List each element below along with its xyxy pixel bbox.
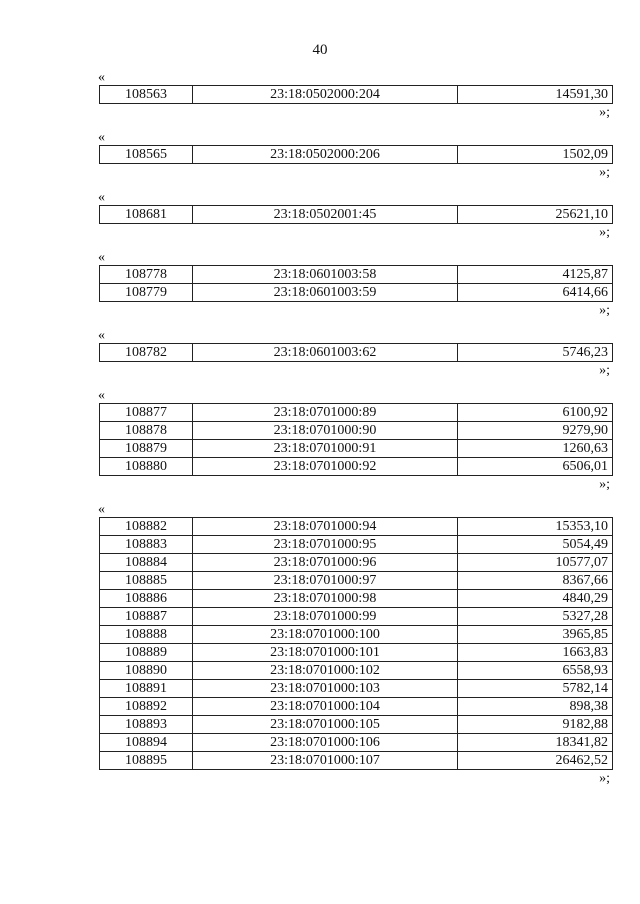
- table-block: [0, 328, 640, 378]
- table-row: [100, 608, 613, 626]
- row-number: 108892: [100, 698, 193, 716]
- cadastral-number: 23:18:0601003:58: [193, 266, 458, 284]
- parcel-table: [99, 145, 613, 164]
- area-value: 1260,63: [458, 440, 613, 458]
- area-value: 26462,52: [458, 752, 613, 770]
- row-number: 108891: [100, 680, 193, 698]
- table-row: [100, 590, 613, 608]
- table-row: [100, 716, 613, 734]
- open-quote: «: [98, 250, 105, 265]
- area-value: 9182,88: [458, 716, 613, 734]
- area-value: 3965,85: [458, 626, 613, 644]
- row-number: 108879: [100, 440, 193, 458]
- table-row: [100, 626, 613, 644]
- cadastral-number: 23:18:0701000:101: [193, 644, 458, 662]
- parcel-table: [99, 403, 613, 476]
- area-value: 1663,83: [458, 644, 613, 662]
- cadastral-number: 23:18:0701000:96: [193, 554, 458, 572]
- area-value: 10577,07: [458, 554, 613, 572]
- area-value: 18341,82: [458, 734, 613, 752]
- cadastral-number: 23:18:0701000:90: [193, 422, 458, 440]
- parcel-table: [99, 517, 613, 770]
- area-value: 4840,29: [458, 590, 613, 608]
- cadastral-number: 23:18:0701000:98: [193, 590, 458, 608]
- table-row: [100, 554, 613, 572]
- close-quote: »;: [599, 165, 610, 180]
- table-row: [100, 698, 613, 716]
- close-quote: »;: [599, 363, 610, 378]
- open-quote: «: [98, 130, 105, 145]
- row-number: 108890: [100, 662, 193, 680]
- table-block: [0, 250, 640, 318]
- area-value: 14591,30: [458, 86, 613, 104]
- row-number: 108893: [100, 716, 193, 734]
- row-number: 108778: [100, 266, 193, 284]
- cadastral-number: 23:18:0701000:106: [193, 734, 458, 752]
- area-value: 25621,10: [458, 206, 613, 224]
- area-value: 5054,49: [458, 536, 613, 554]
- row-number: 108882: [100, 518, 193, 536]
- parcel-table: [99, 265, 613, 302]
- table-row: [100, 662, 613, 680]
- cadastral-number: 23:18:0701000:92: [193, 458, 458, 476]
- open-quote: «: [98, 388, 105, 403]
- area-value: 8367,66: [458, 572, 613, 590]
- cadastral-number: 23:18:0601003:59: [193, 284, 458, 302]
- table-row: [100, 644, 613, 662]
- table-block: [0, 130, 640, 180]
- open-quote: «: [98, 502, 105, 517]
- row-number: 108888: [100, 626, 193, 644]
- parcel-table: [99, 85, 613, 104]
- table-row: [100, 422, 613, 440]
- cadastral-number: 23:18:0701000:103: [193, 680, 458, 698]
- cadastral-number: 23:18:0701000:100: [193, 626, 458, 644]
- area-value: 1502,09: [458, 146, 613, 164]
- row-number: 108782: [100, 344, 193, 362]
- row-number: 108880: [100, 458, 193, 476]
- area-value: 15353,10: [458, 518, 613, 536]
- area-value: 898,38: [458, 698, 613, 716]
- area-value: 6558,93: [458, 662, 613, 680]
- table-row: [100, 86, 613, 104]
- cadastral-number: 23:18:0701000:95: [193, 536, 458, 554]
- parcel-table: [99, 343, 613, 362]
- area-value: 4125,87: [458, 266, 613, 284]
- area-value: 6414,66: [458, 284, 613, 302]
- cadastral-number: 23:18:0502000:206: [193, 146, 458, 164]
- table-row: [100, 404, 613, 422]
- open-quote: «: [98, 70, 105, 85]
- table-block: [0, 388, 640, 492]
- page-number: 40: [312, 42, 328, 58]
- row-number: 108894: [100, 734, 193, 752]
- table-row: [100, 284, 613, 302]
- row-number: 108681: [100, 206, 193, 224]
- table-row: [100, 440, 613, 458]
- close-quote: »;: [599, 105, 610, 120]
- row-number: 108889: [100, 644, 193, 662]
- row-number: 108885: [100, 572, 193, 590]
- document-body: [0, 70, 640, 796]
- close-quote: »;: [599, 477, 610, 492]
- table-row: [100, 680, 613, 698]
- area-value: 6506,01: [458, 458, 613, 476]
- row-number: 108878: [100, 422, 193, 440]
- row-number: 108779: [100, 284, 193, 302]
- cadastral-number: 23:18:0701000:89: [193, 404, 458, 422]
- row-number: 108886: [100, 590, 193, 608]
- cadastral-number: 23:18:0701000:91: [193, 440, 458, 458]
- close-quote: »;: [599, 771, 610, 786]
- row-number: 108895: [100, 752, 193, 770]
- row-number: 108565: [100, 146, 193, 164]
- cadastral-number: 23:18:0601003:62: [193, 344, 458, 362]
- area-value: 6100,92: [458, 404, 613, 422]
- row-number: 108887: [100, 608, 193, 626]
- area-value: 5327,28: [458, 608, 613, 626]
- cadastral-number: 23:18:0502000:204: [193, 86, 458, 104]
- close-quote: »;: [599, 303, 610, 318]
- row-number: 108883: [100, 536, 193, 554]
- close-quote: »;: [599, 225, 610, 240]
- cadastral-number: 23:18:0701000:97: [193, 572, 458, 590]
- table-row: [100, 344, 613, 362]
- table-row: [100, 752, 613, 770]
- area-value: 9279,90: [458, 422, 613, 440]
- cadastral-number: 23:18:0701000:94: [193, 518, 458, 536]
- cadastral-number: 23:18:0701000:107: [193, 752, 458, 770]
- table-block: [0, 70, 640, 120]
- open-quote: «: [98, 328, 105, 343]
- area-value: 5782,14: [458, 680, 613, 698]
- row-number: 108563: [100, 86, 193, 104]
- table-block: [0, 190, 640, 240]
- table-row: [100, 206, 613, 224]
- cadastral-number: 23:18:0701000:104: [193, 698, 458, 716]
- row-number: 108884: [100, 554, 193, 572]
- table-row: [100, 536, 613, 554]
- cadastral-number: 23:18:0701000:102: [193, 662, 458, 680]
- open-quote: «: [98, 190, 105, 205]
- parcel-table: [99, 205, 613, 224]
- row-number: 108877: [100, 404, 193, 422]
- table-row: [100, 518, 613, 536]
- cadastral-number: 23:18:0701000:99: [193, 608, 458, 626]
- table-block: [0, 502, 640, 786]
- cadastral-number: 23:18:0701000:105: [193, 716, 458, 734]
- area-value: 5746,23: [458, 344, 613, 362]
- cadastral-number: 23:18:0502001:45: [193, 206, 458, 224]
- table-row: [100, 734, 613, 752]
- table-row: [100, 266, 613, 284]
- table-row: [100, 146, 613, 164]
- table-row: [100, 572, 613, 590]
- table-row: [100, 458, 613, 476]
